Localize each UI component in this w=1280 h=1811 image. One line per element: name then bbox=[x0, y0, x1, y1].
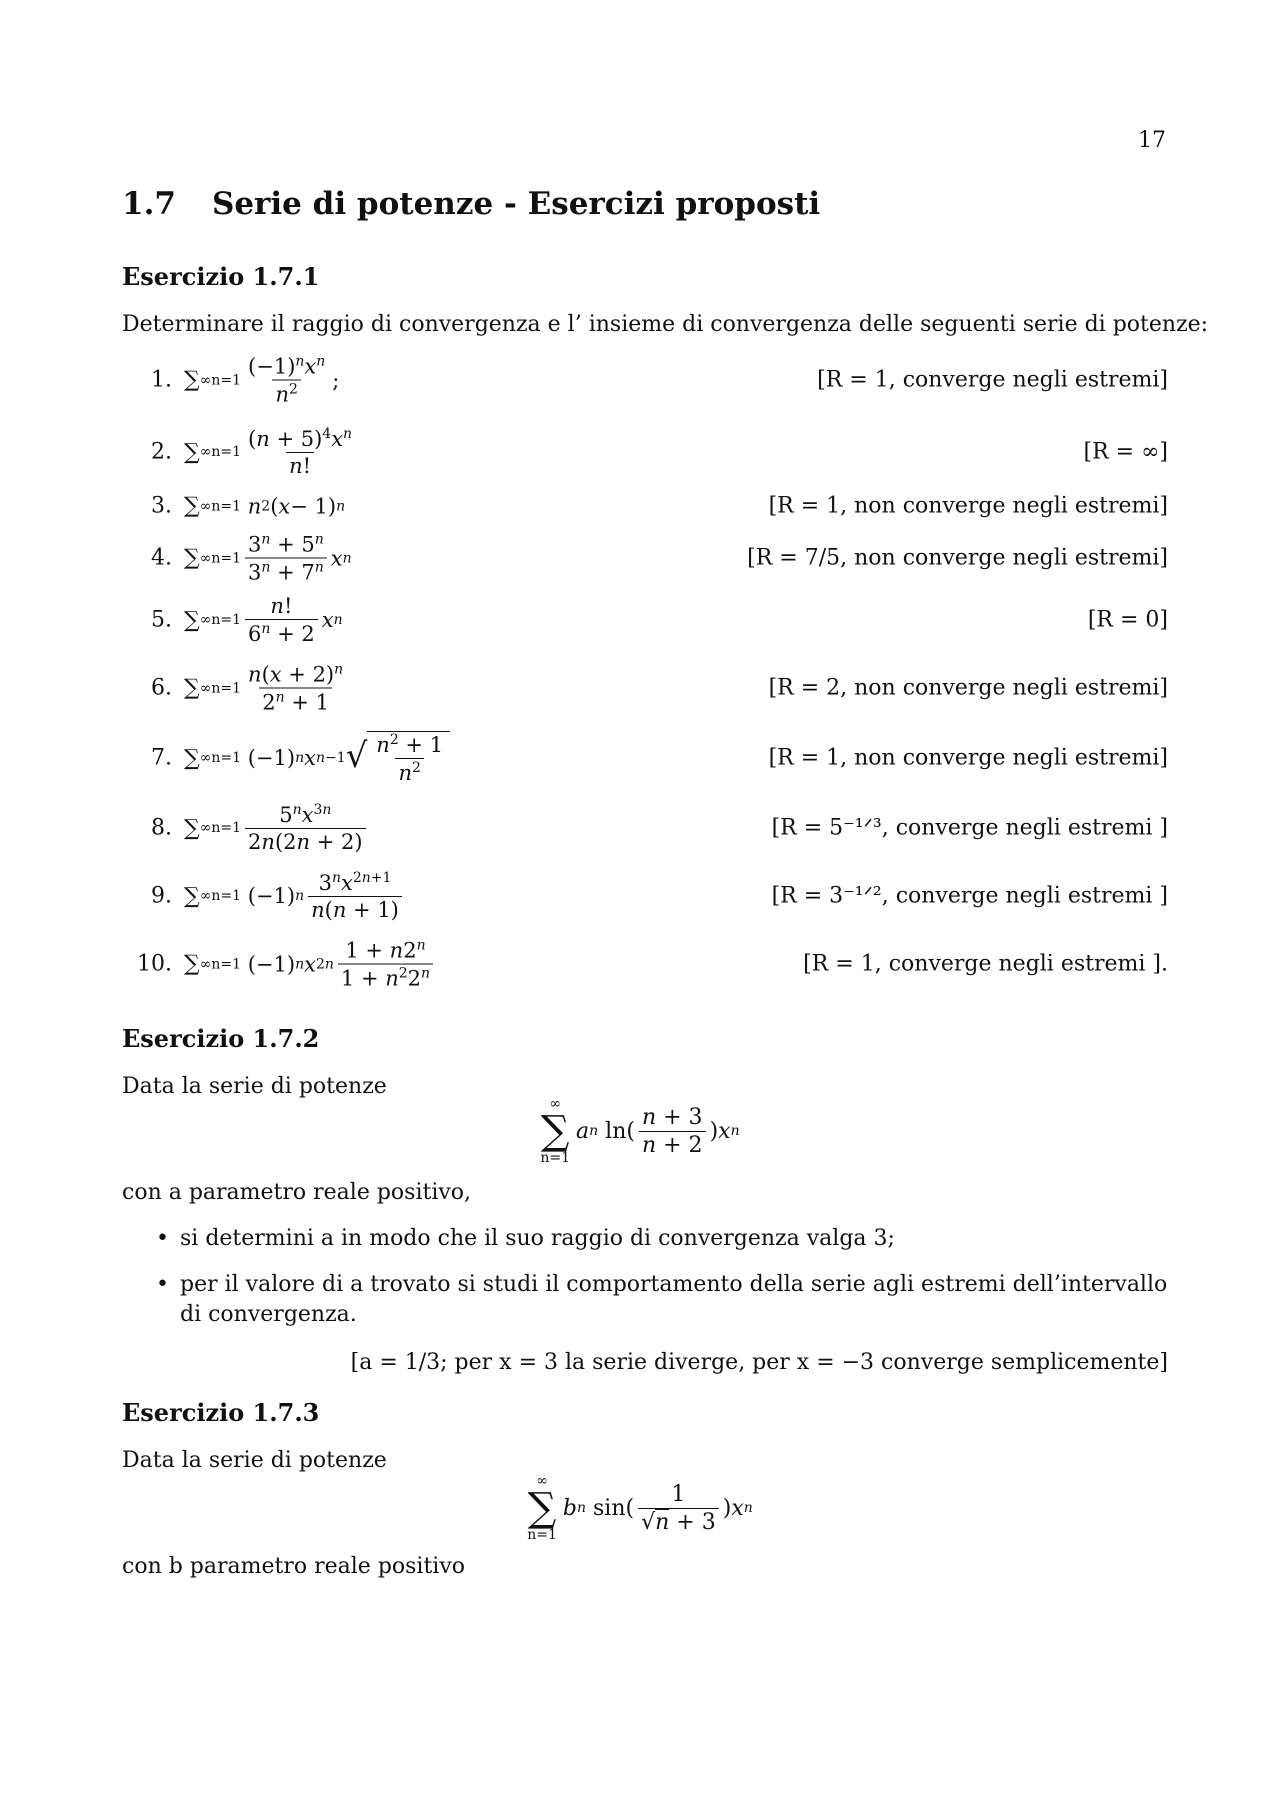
item-answer: [R = ∞] bbox=[1083, 439, 1168, 465]
exercise-2-title: Esercizio 1.7.2 bbox=[122, 1024, 320, 1053]
exercise-2-answer: [a = 1/3; per x = 3 la serie diverge, per x = −3 converge semplicemente] bbox=[350, 1350, 1168, 1375]
item-index: 8. bbox=[151, 815, 172, 841]
bullet-icon: • bbox=[156, 1272, 169, 1297]
item-index: 10. bbox=[137, 951, 172, 977]
series-formula: ∑ ∞ n=1 (−1) n x 2n $\frac{1 + n2^n}{1 + n^22^n}$ bbox=[184, 938, 437, 991]
page-number: 17 bbox=[1138, 128, 1166, 153]
series-formula: ∑ ∞ n=1 $\frac{n!}{6^n + 2}$ x n bbox=[184, 594, 343, 646]
section-heading: Serie di potenze - Esercizi proposti bbox=[211, 186, 821, 222]
section-title bbox=[122, 186, 820, 222]
bullet-text: si determini a in modo che il suo raggio di convergenza valga 3; bbox=[180, 1226, 895, 1251]
item-index: 1. bbox=[151, 367, 172, 393]
item-index: 7. bbox=[151, 745, 172, 771]
item-answer: [R = 1, non converge negli estremi] bbox=[768, 745, 1168, 771]
list-item bbox=[122, 530, 1168, 586]
exercise-3-param: con b parametro reale positivo bbox=[122, 1554, 466, 1579]
item-answer: [R = 1, non converge negli estremi] bbox=[768, 493, 1168, 519]
list-item bbox=[122, 424, 1168, 480]
list-item bbox=[122, 936, 1168, 992]
exercise-2-formula: ∞ ∑ n=1 a n ln( $\frac{n + 3}{n + 2}$ ) x n bbox=[540, 1096, 740, 1166]
series-formula: ∑ ∞ n=1 $\frac{(-1)^nx^n}{n^2}$ ; bbox=[184, 353, 340, 407]
series-formula: ∑ ∞ n=1 $\frac{3^n + 5^n}{3^n + 7^n}$ x n bbox=[184, 531, 352, 585]
list-item bbox=[122, 352, 1168, 408]
list-item bbox=[122, 730, 1168, 786]
item-answer: [R = 7/5, non converge negli estremi] bbox=[747, 545, 1168, 571]
list-item bbox=[122, 868, 1168, 924]
exercise-2-intro: Data la serie di potenze bbox=[122, 1074, 387, 1099]
bullet-text: per il valore di a trovato si studi il comportamento della serie agli estremi dell’intervallo di convergenza. bbox=[180, 1272, 1168, 1327]
exercise-1-intro: Determinare il raggio di convergenza e l’ insieme di convergenza delle seguenti serie di potenze: bbox=[122, 312, 1209, 337]
item-index: 9. bbox=[151, 883, 172, 909]
series-formula: ∑ ∞ n=1 (−1) n $\frac{3^nx^{2n+1}}{n(n + 1)}$ bbox=[184, 870, 406, 922]
exercise-1-title: Esercizio 1.7.1 bbox=[122, 262, 320, 291]
series-formula: ∑ ∞ n=1 $\frac{n(x + 2)^n}{2^n + 1}$ bbox=[184, 661, 344, 715]
exercise-3-title: Esercizio 1.7.3 bbox=[122, 1398, 320, 1427]
item-index: 4. bbox=[151, 545, 172, 571]
item-answer: [R = 2, non converge negli estremi] bbox=[768, 675, 1168, 701]
item-answer: [R = 5⁻¹ᐟ³, converge negli estremi ] bbox=[771, 815, 1168, 841]
item-answer: [R = 1, converge negli estremi] bbox=[817, 367, 1168, 393]
item-index: 5. bbox=[151, 607, 172, 633]
item-index: 3. bbox=[151, 493, 172, 519]
bullet-icon: • bbox=[156, 1226, 169, 1251]
list-item bbox=[122, 660, 1168, 716]
list-item bbox=[156, 1270, 1168, 1330]
exercise-2-param: con a parametro reale positivo, bbox=[122, 1180, 472, 1205]
item-answer: [R = 1, converge negli estremi ]. bbox=[803, 951, 1168, 977]
series-formula: ∑ ∞ n=1 $\frac{(n + 5)^4x^n}{n!}$ bbox=[184, 426, 353, 478]
list-item bbox=[156, 1224, 1168, 1254]
list-item bbox=[122, 800, 1168, 856]
exercise-3-formula: ∞ ∑ n=1 b n sin( $\frac{1}{√n + 3}$ ) x n bbox=[527, 1473, 753, 1543]
list-item bbox=[122, 478, 1168, 534]
section-number: 1.7 bbox=[122, 186, 176, 222]
exercise-3-intro: Data la serie di potenze bbox=[122, 1448, 387, 1473]
item-index: 6. bbox=[151, 675, 172, 701]
series-formula: ∑ ∞ n=1 (−1) n x n−1 √ $\frac{n^2 + 1}{n^2}$ bbox=[184, 731, 450, 785]
item-answer: [R = 0] bbox=[1087, 607, 1168, 633]
series-formula: ∑ ∞ n=1 n 2 ( x − 1) n bbox=[184, 493, 346, 519]
series-formula: ∑ ∞ n=1 $\frac{5^nx^{3n}}{2n(2n + 2)}$ bbox=[184, 802, 370, 854]
item-answer: [R = 3⁻¹ᐟ², converge negli estremi ] bbox=[771, 883, 1168, 909]
list-item bbox=[122, 592, 1168, 648]
item-index: 2. bbox=[151, 439, 172, 465]
